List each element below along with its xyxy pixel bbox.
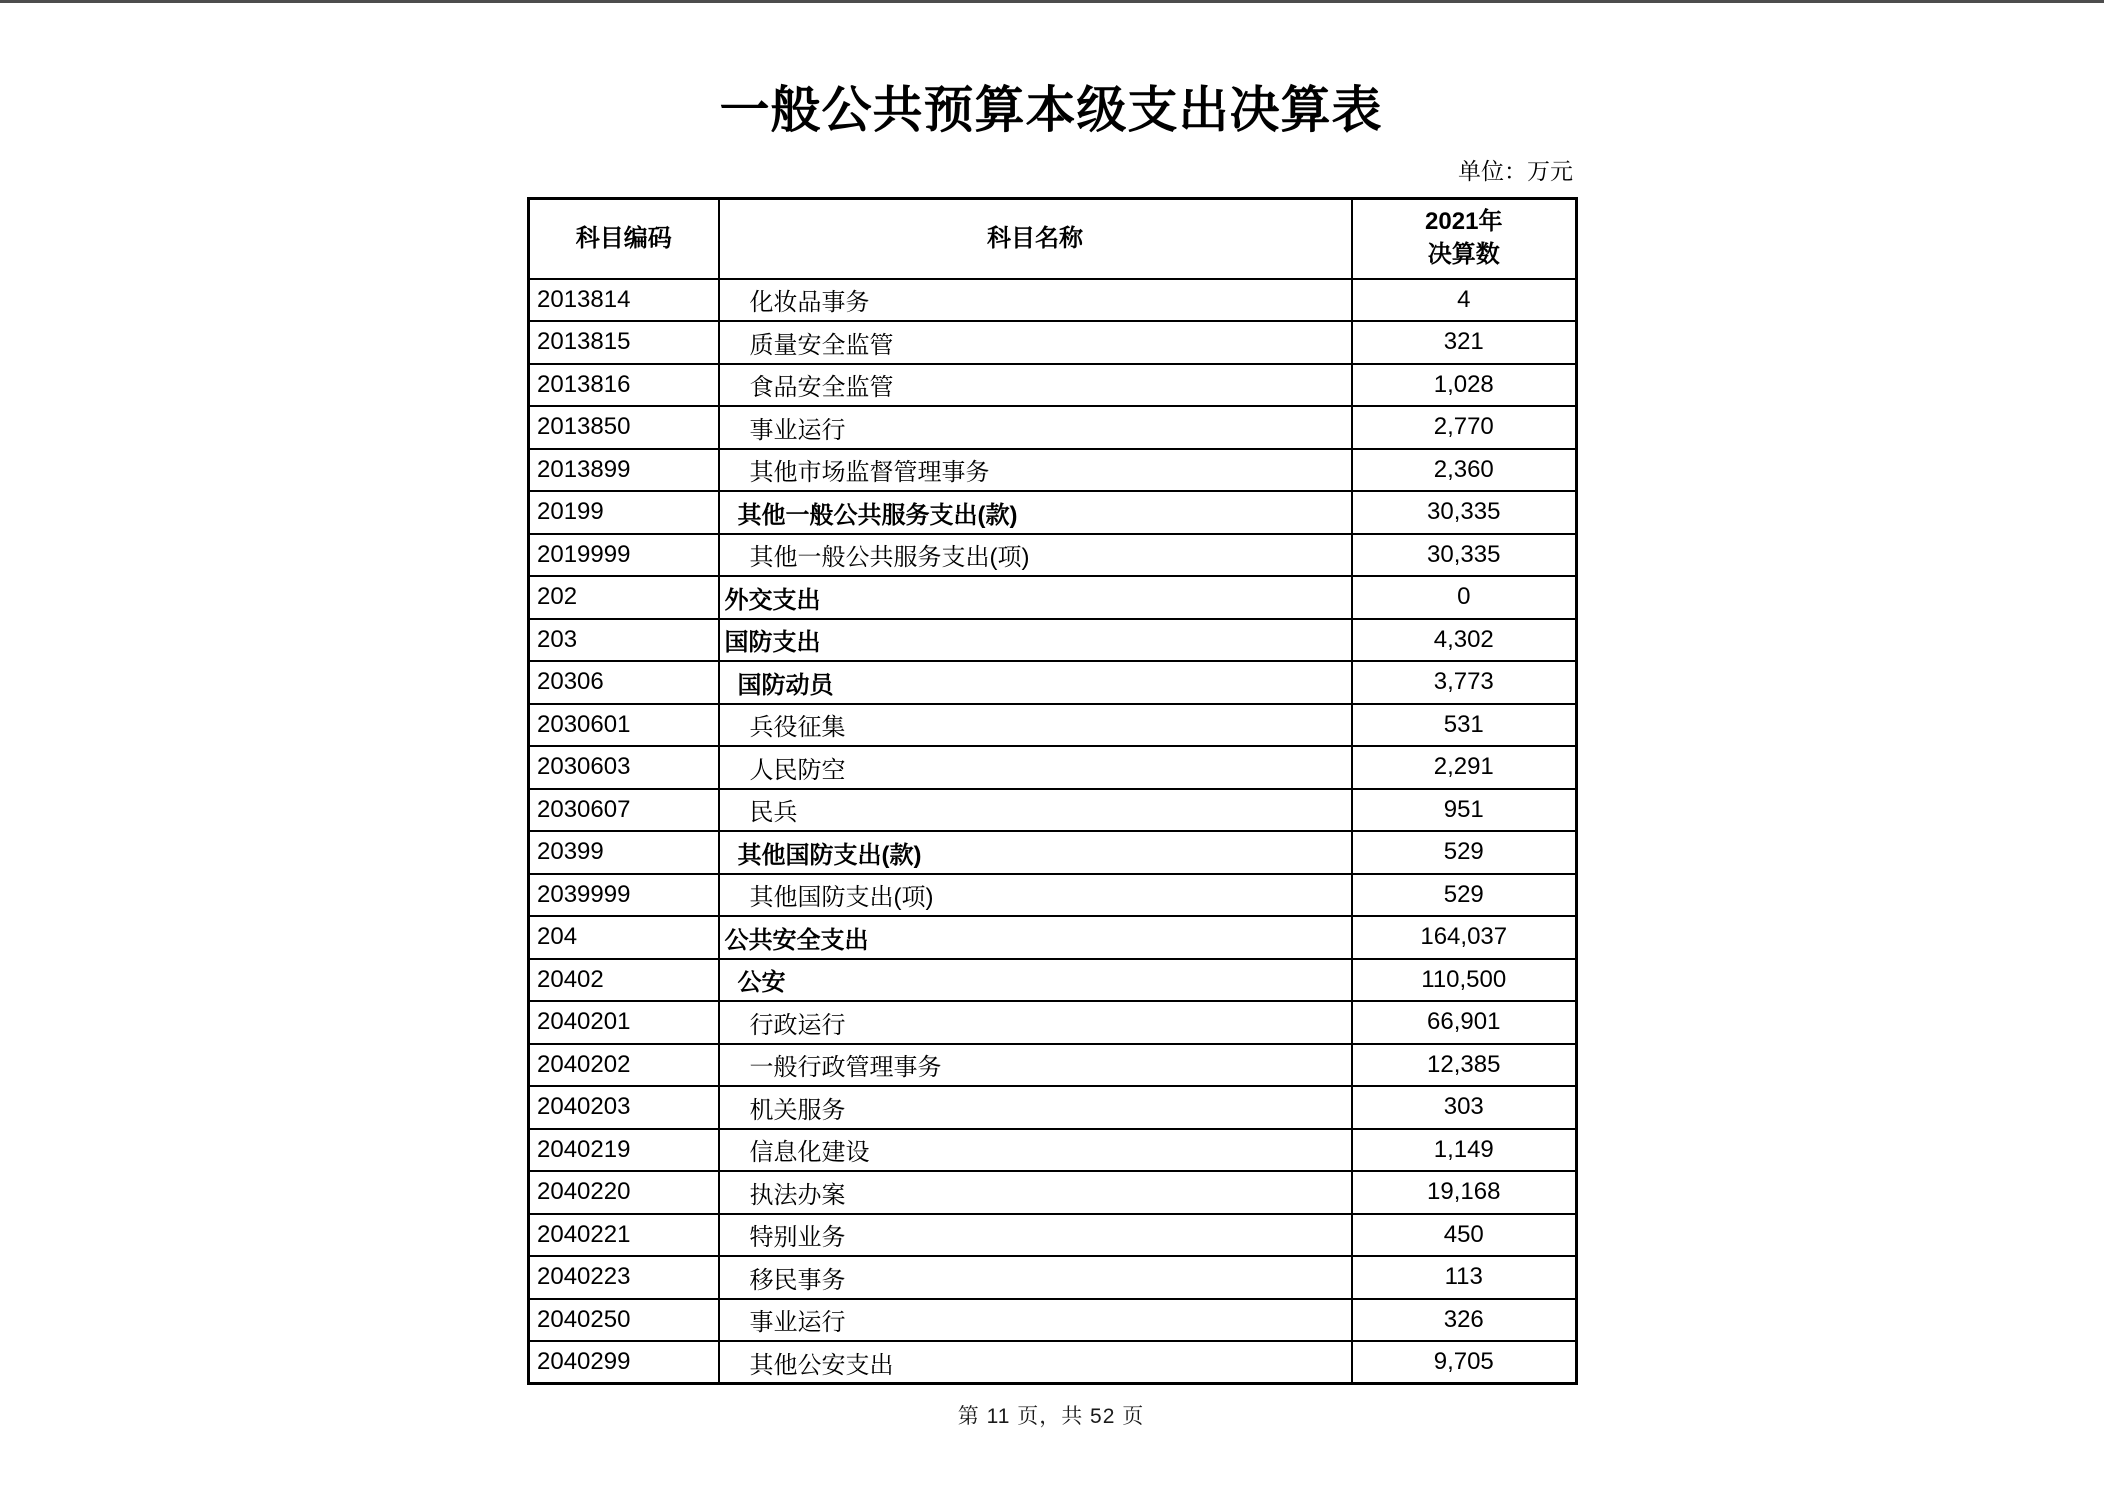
table-header-name: 科目名称 [719,199,1352,279]
amount-cell: 2,770 [1352,406,1577,449]
name-cell: 国防动员 [719,661,1352,704]
table-row [529,874,1577,917]
name-cell: 其他一般公共服务支出(款) [719,491,1352,534]
name-cell: 其他公安支出 [719,1341,1352,1384]
table-row [529,364,1577,407]
table-header-row [529,199,1577,279]
code-cell: 2039999 [529,874,719,917]
table-row [529,406,1577,449]
name-cell: 一般行政管理事务 [719,1044,1352,1087]
name-cell: 其他市场监督管理事务 [719,449,1352,492]
name-cell: 移民事务 [719,1256,1352,1299]
amount-cell: 303 [1352,1086,1577,1129]
table-row [529,321,1577,364]
document-body [527,0,1575,1488]
amount-cell: 164,037 [1352,916,1577,959]
code-cell: 2040201 [529,1001,719,1044]
table-header-amount-year: 2021年 [1425,208,1503,236]
code-cell: 2040220 [529,1171,719,1214]
code-cell: 2030601 [529,704,719,747]
name-cell: 执法办案 [719,1171,1352,1214]
name-cell: 兵役征集 [719,704,1352,747]
table-row [529,1086,1577,1129]
table-row [529,661,1577,704]
amount-cell: 529 [1352,831,1577,874]
table-row [529,959,1577,1002]
name-cell: 行政运行 [719,1001,1352,1044]
table-row [529,449,1577,492]
code-cell: 2013816 [529,364,719,407]
code-cell: 20306 [529,661,719,704]
code-cell: 2040221 [529,1214,719,1257]
table-row [529,789,1577,832]
name-cell: 信息化建设 [719,1129,1352,1172]
amount-cell: 2,360 [1352,449,1577,492]
code-cell: 203 [529,619,719,662]
code-cell: 20402 [529,959,719,1002]
code-cell: 2040223 [529,1256,719,1299]
code-cell: 2030607 [529,789,719,832]
amount-cell: 12,385 [1352,1044,1577,1087]
name-cell: 外交支出 [719,576,1352,619]
name-cell: 公共安全支出 [719,916,1352,959]
code-cell: 2040202 [529,1044,719,1087]
table-row [529,1256,1577,1299]
name-cell: 质量安全监管 [719,321,1352,364]
amount-cell: 110,500 [1352,959,1577,1002]
amount-cell: 19,168 [1352,1171,1577,1214]
table-row [529,1129,1577,1172]
name-cell: 事业运行 [719,1299,1352,1342]
code-cell: 204 [529,916,719,959]
code-cell: 2013814 [529,279,719,322]
name-cell: 机关服务 [719,1086,1352,1129]
amount-cell: 326 [1352,1299,1577,1342]
amount-cell: 1,028 [1352,364,1577,407]
table-row [529,1001,1577,1044]
name-cell: 其他国防支出(项) [719,874,1352,917]
name-cell: 其他国防支出(款) [719,831,1352,874]
amount-cell: 529 [1352,874,1577,917]
amount-cell: 30,335 [1352,491,1577,534]
name-cell: 公安 [719,959,1352,1002]
code-cell: 202 [529,576,719,619]
table-row [529,916,1577,959]
page-title: 一般公共预算本级支出决算表 [719,82,1383,138]
table-row [529,1214,1577,1257]
code-cell: 20199 [529,491,719,534]
table-header-amount [1352,199,1577,279]
table-row [529,1299,1577,1342]
budget-table [527,197,1578,1385]
name-cell: 民兵 [719,789,1352,832]
amount-cell: 4 [1352,279,1577,322]
name-cell: 化妆品事务 [719,279,1352,322]
amount-cell: 4,302 [1352,619,1577,662]
table-row [529,1171,1577,1214]
code-cell: 2013899 [529,449,719,492]
table-header-code: 科目编码 [529,199,719,279]
code-cell: 2030603 [529,746,719,789]
amount-cell: 113 [1352,1256,1577,1299]
amount-cell: 9,705 [1352,1341,1577,1384]
table-row [529,491,1577,534]
code-cell: 2013850 [529,406,719,449]
table-header-amount-label: 决算数 [1427,240,1500,268]
code-cell: 2040219 [529,1129,719,1172]
name-cell: 国防支出 [719,619,1352,662]
table-row [529,746,1577,789]
amount-cell: 531 [1352,704,1577,747]
table-row [529,704,1577,747]
amount-cell: 66,901 [1352,1001,1577,1044]
code-cell: 2040203 [529,1086,719,1129]
page-footer: 第 11 页，共 52 页 [957,1405,1145,1428]
name-cell: 其他一般公共服务支出(项) [719,534,1352,577]
unit-label: 单位：万元 [1458,158,1573,184]
amount-cell: 3,773 [1352,661,1577,704]
code-cell: 2040250 [529,1299,719,1342]
amount-cell: 0 [1352,576,1577,619]
table-row [529,831,1577,874]
amount-cell: 30,335 [1352,534,1577,577]
amount-cell: 951 [1352,789,1577,832]
amount-cell: 2,291 [1352,746,1577,789]
table-row [529,279,1577,322]
amount-cell: 321 [1352,321,1577,364]
name-cell: 食品安全监管 [719,364,1352,407]
code-cell: 2019999 [529,534,719,577]
table-row [529,1341,1577,1384]
code-cell: 2040299 [529,1341,719,1384]
name-cell: 人民防空 [719,746,1352,789]
amount-cell: 1,149 [1352,1129,1577,1172]
code-cell: 20399 [529,831,719,874]
name-cell: 事业运行 [719,406,1352,449]
code-cell: 2013815 [529,321,719,364]
table-row [529,1044,1577,1087]
amount-cell: 450 [1352,1214,1577,1257]
table-row [529,576,1577,619]
table-row [529,619,1577,662]
name-cell: 特别业务 [719,1214,1352,1257]
table-row [529,534,1577,577]
